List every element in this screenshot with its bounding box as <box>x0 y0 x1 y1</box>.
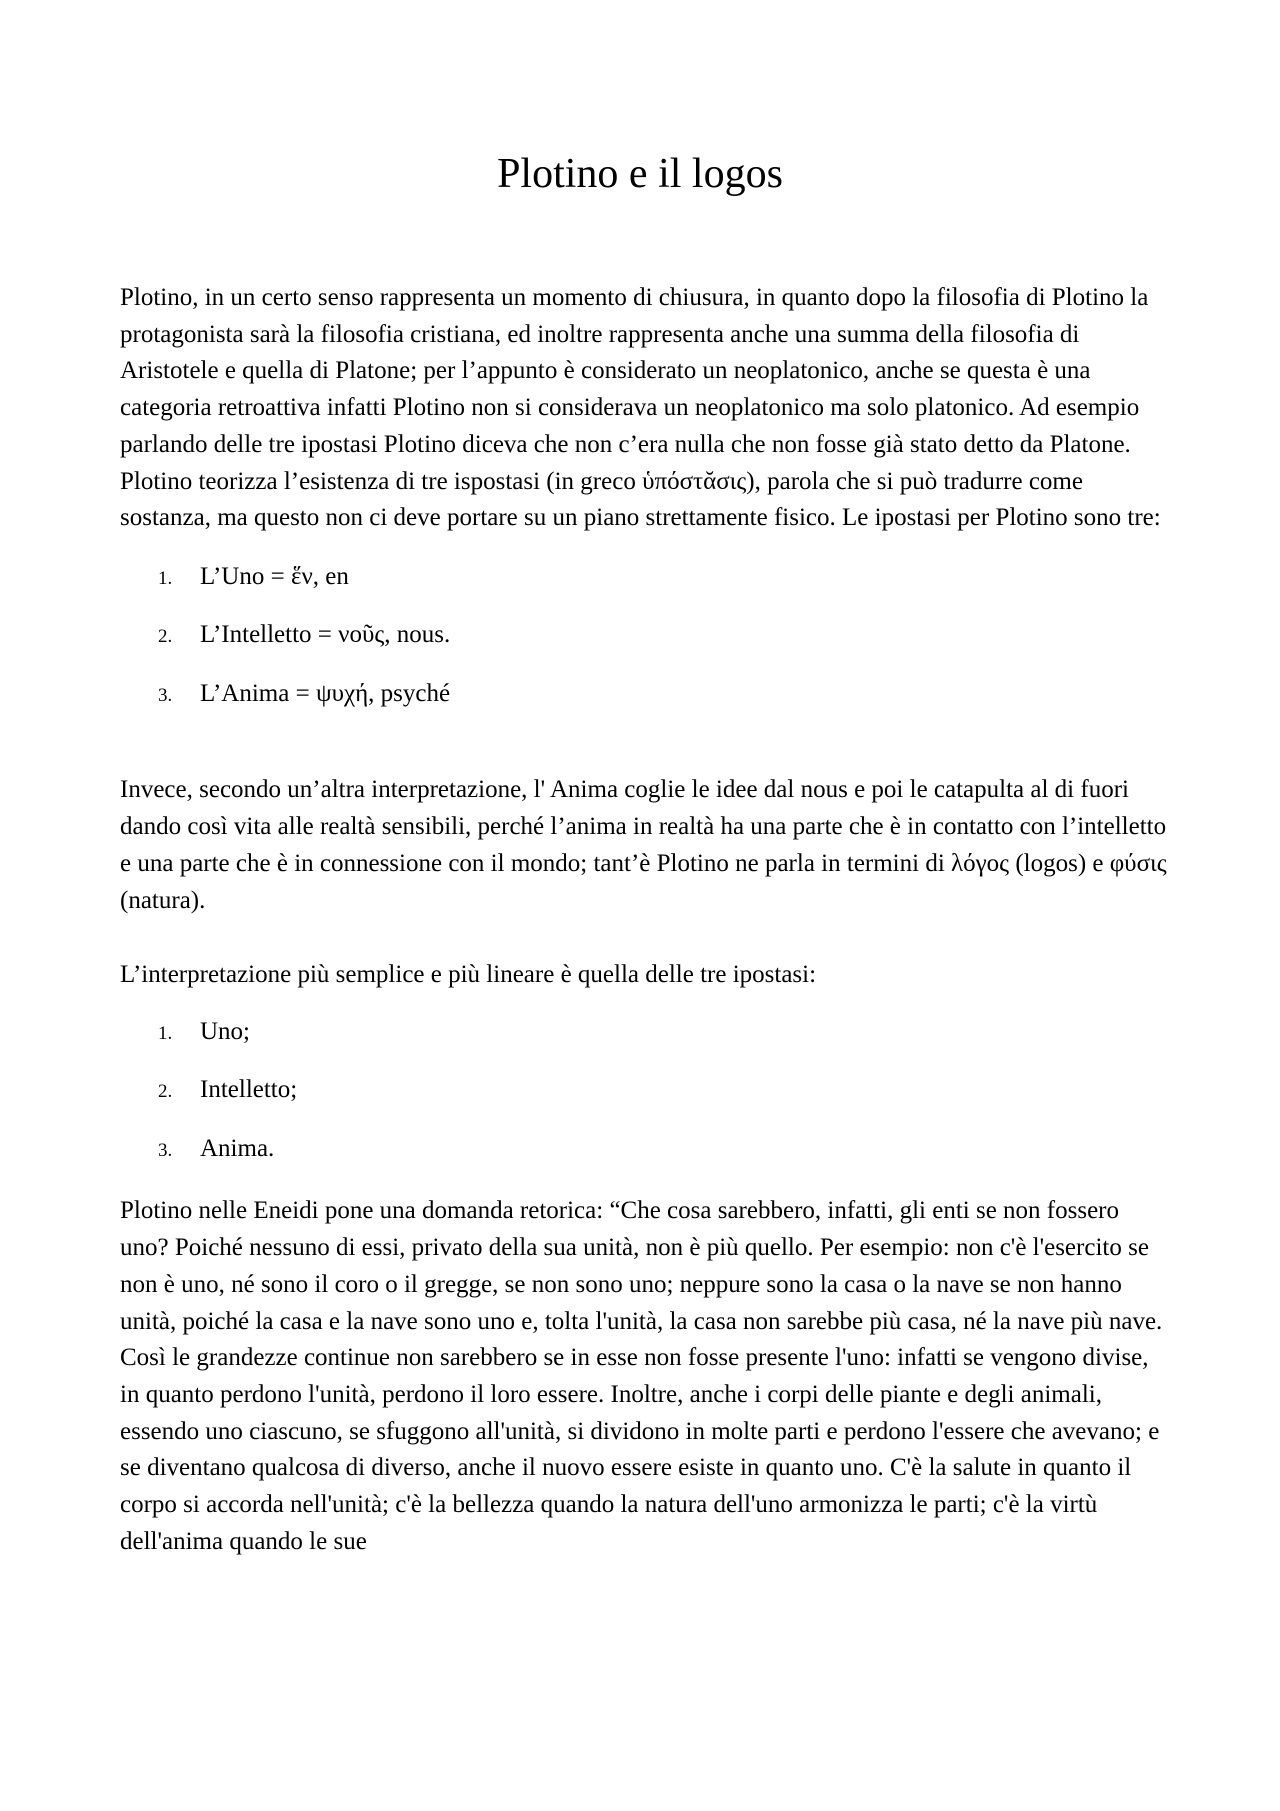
list-item-text: L’Intelletto = νοῦς, nous. <box>200 621 451 649</box>
paragraph-eneidi: Plotino nelle Eneidi pone una domanda retorica: “Che cosa sarebbero, infatti, gli enti se non fossero uno? Poiché nessuno di essi, privato della sua unità, non è più quello. Per esempio: non c'è l'esercito se non è uno, né sono il coro o il gregge, se non sono uno; neppure sono la casa o la nave se non hanno unità, poiché la casa e la nave sono uno e, tolta l'unità, la casa non sarebbe più casa, né la nave più nave. Così le grandezze continue non sarebbero se in esse non fosse presente l'uno: infatti se vengono divise, in quanto perdono l'unità, perdono il loro essere. Inoltre, anche i corpi delle piante e degli animali, essendo uno ciascuno, se sfuggono all'unità, si dividono in molte parti e perdono l'essere che avevano; e se diventano qualcosa di diverso, anche il nuovo essere esiste in quanto uno. C'è la salute in quanto il corpo si accorda nell'unità; c'è la bellezza quando la natura dell'uno armonizza le parti; c'è la virtù dell'anima quando le sue <box>120 1197 1163 1555</box>
list-item-text: Anima. <box>200 1134 275 1162</box>
list-item-text: Uno; <box>200 1017 250 1045</box>
list-item-text: L’Anima = ψυχή, psyché <box>200 679 451 707</box>
list-item <box>120 1131 1170 1190</box>
list-number: 2. <box>158 626 173 648</box>
list-item <box>120 559 1170 618</box>
paragraph-intro: Plotino, in un certo senso rappresenta un momento di chiusura, in quanto dopo la filosofia di Plotino la protagonista sarà la filosofia cristiana, ed inoltre rappresenta anche una summa della filosofia di Aristotele e quella di Platone; per l’appunto è considerato un neoplatonico, anche se questa è una categoria retroattiva infatti Plotino non si considerava un neoplatonico ma solo platonico. Ad esempio parlando delle tre ipostasi Plotino diceva che non c’era nulla che non fosse già stato detto da Platone. <box>120 284 1149 458</box>
paragraph-invece: Invece, secondo un’altra interpretazione, l' Anima coglie le idee dal nous e poi le catapulta al di fuori dando così vita alle realtà sensibili, perché l’anima in realtà ha una parte che è in contatto con l’intelletto e una parte che è in connessione con il mondo; tant’è Plotino ne parla in termini di λόγος (logos) e φύσις (natura). <box>120 776 1167 914</box>
list-number: 3. <box>158 1139 173 1161</box>
list-item-text: Intelletto; <box>200 1076 298 1104</box>
list-item <box>120 676 1170 735</box>
page-title: Plotino e il logos <box>497 151 783 197</box>
paragraph-ipostasi: Plotino teorizza l’esistenza di tre ispostasi (in greco ὑπόστᾰσις), parola che si può tradurre come sostanza, ma questo non ci deve portare su un piano strettamente fisico. Le ipostasi per Plotino sono tre: <box>120 467 1161 532</box>
list-number: 1. <box>158 1022 173 1044</box>
list-item <box>120 617 1170 676</box>
list-number: 3. <box>158 684 173 706</box>
paragraph-interpretazione: L’interpretazione più semplice e più lineare è quella delle tre ipostasi: <box>120 961 817 989</box>
ipostasi-simple-list <box>120 1014 1170 1190</box>
list-number: 2. <box>158 1081 173 1103</box>
list-item-text: L’Uno = ἕν, en <box>200 562 349 590</box>
document-body <box>120 280 1170 1560</box>
ipostasi-greek-list <box>120 559 1170 735</box>
list-item <box>120 1072 1170 1131</box>
list-number: 1. <box>158 567 173 589</box>
list-item <box>120 1014 1170 1073</box>
